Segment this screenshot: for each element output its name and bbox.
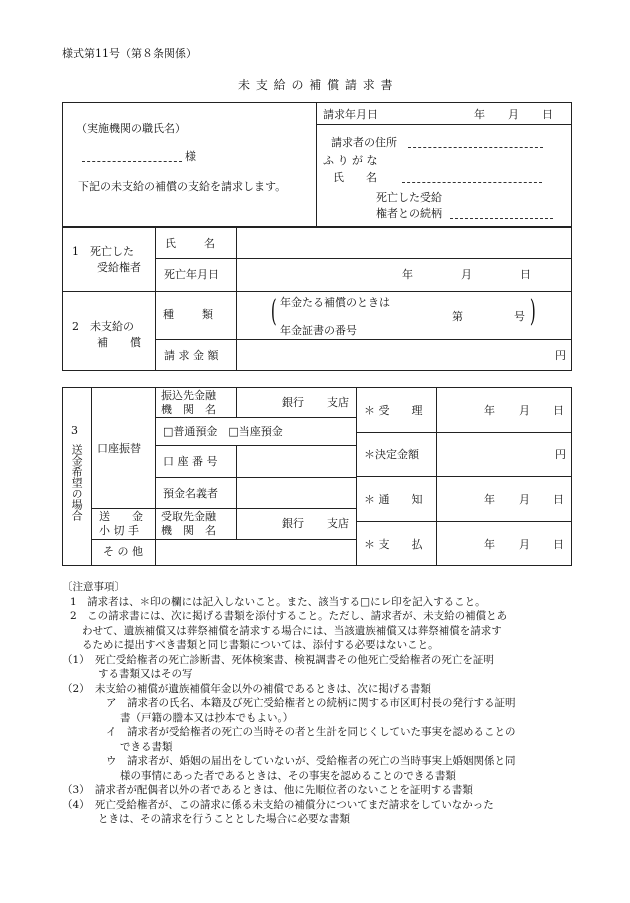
relation-label-2: 権者との続柄	[376, 207, 442, 220]
receipt-label: ＊ 受 理	[364, 404, 423, 417]
note-2-item-2-a-line-2: 書（戸籍の謄本又は抄本でもよい。）	[120, 711, 294, 724]
request-sentence: 下記の未支給の補償の支給を請求します。	[78, 180, 287, 193]
note-2-item-2-i-line-1: イ 請求者が受給権者の死亡の当時その者と生計を同じくしていた事実を認めることの	[106, 726, 516, 738]
relation-label-1: 死亡した受給	[376, 191, 442, 204]
request-month-label: 月	[508, 108, 519, 121]
note-2-item-4-line-2: ときは、その請求を行うこととした場合に必要な書類	[98, 813, 350, 825]
amount-label: 請 求 金 額	[164, 349, 219, 362]
receipt-year: 年	[484, 404, 495, 417]
dai-label: 第	[452, 310, 463, 323]
note-2-line-2: わせて、遺族補償又は葬祭補償を請求する場合には、当該遺族補償又は葬祭補償を請求す	[82, 624, 502, 637]
section2-sublabel: 補 償	[97, 336, 141, 349]
remit-label-1: 送 金	[99, 510, 143, 523]
death-month-label: 月	[461, 268, 472, 281]
note-2-line-3: るために提出すべき書類と同じ書類については、添付する必要はないこと。	[82, 639, 439, 651]
note-2-item-2-i-line-2: できる書類	[120, 740, 173, 753]
holder-label: 預金名義者	[163, 487, 218, 500]
other-label: そ の 他	[103, 545, 143, 558]
note-2-item-2-a-line-1: ア 請求者の氏名、本籍及び死亡受給権者との続柄に関する市区町村長の発行する証明	[106, 697, 516, 709]
death-date-label: 死亡年月日	[164, 268, 219, 281]
deceased-name-label: 氏 名	[165, 237, 217, 250]
account-type-checkboxes[interactable]: □普通預金 □当座預金	[163, 425, 283, 438]
kind-label: 種 類	[163, 308, 215, 321]
recv-branch-name: 支店	[327, 517, 349, 530]
note-2-item-1-line-1: （1） 死亡受給権者の死亡診断書、死体検案書、検視調書その他死亡受給権者の死亡を証明	[62, 653, 494, 666]
amount-yen: 円	[555, 349, 566, 362]
note-2-item-3: （3） 請求者が配偶者以外の者であるときは、他に先順位者のないことを証明する書類	[62, 784, 473, 796]
note-2-item-2: （2） 未支給の補償が遺族補償年金以外の補償であるときは、次に掲げる書類	[62, 682, 431, 695]
go-label: 号	[514, 310, 525, 323]
recv-bank-label-1: 受取先金融	[161, 510, 216, 523]
request-date-label: 請求年月日	[323, 108, 378, 121]
notes-section	[62, 580, 582, 827]
recv-bank-name: 銀行	[282, 517, 304, 530]
paren-open: (	[270, 294, 277, 329]
death-day-label: 日	[520, 268, 531, 281]
notes-heading: 〔注意事項〕	[62, 581, 125, 593]
section1-label: 1 死亡した	[72, 245, 134, 258]
account-number-label: 口 座 番 号	[163, 455, 218, 468]
decision-yen: 円	[555, 448, 566, 461]
agency-name-field[interactable]	[82, 161, 182, 162]
death-year-label: 年	[402, 268, 413, 281]
section3-number: 3	[71, 424, 78, 437]
branch-name-label: 支店	[327, 396, 349, 409]
name-label: 氏 名	[333, 171, 377, 184]
notify-label: ＊ 通 知	[364, 493, 423, 506]
note-1: 1 請求者は、＊印の欄には記入しないこと。また、該当する□にレ印を記入すること。	[70, 595, 486, 608]
receipt-day: 日	[553, 404, 564, 417]
bank-label-1: 振込先金融	[161, 389, 216, 402]
notify-day: 日	[553, 493, 564, 506]
receipt-month: 月	[519, 404, 530, 417]
bank-label-2: 機 関 名	[161, 403, 216, 416]
page-title: 未 支 給 の 補 償 請 求 書	[238, 78, 394, 92]
account-transfer-label: 口座振替	[97, 442, 141, 455]
relation-field[interactable]	[450, 218, 553, 219]
top-section-frame	[62, 102, 572, 227]
section1-sublabel: 受給権者	[97, 261, 141, 274]
cert-line: 年金証書の番号	[280, 324, 357, 337]
note-2-line-1: 2 この請求書には、次に掲げる書類を添付すること。ただし、請求者が、未支給の補償とあ	[70, 610, 508, 622]
sama-label: 様	[185, 150, 196, 163]
payment-month: 月	[519, 538, 530, 551]
form-number: 様式第11号（第８条関係）	[62, 47, 197, 60]
name-field[interactable]	[402, 182, 542, 183]
decision-amount-label: ＊決定金額	[364, 448, 419, 461]
address-field[interactable]	[408, 147, 543, 148]
note-2-item-2-u-line-2: 様の事情にあった者であるときは、その事実を認めることのできる書類	[120, 769, 456, 782]
payment-year: 年	[484, 538, 495, 551]
section2-label: 2 未支給の	[72, 320, 134, 333]
notify-month: 月	[519, 493, 530, 506]
note-2-item-1-line-2: する書類又はその写	[98, 668, 193, 680]
section3-vertical-label: 送金希望の場合	[70, 444, 84, 521]
recv-bank-label-2: 機 関 名	[161, 524, 216, 537]
note-2-item-4-line-1: （4） 死亡受給権者が、この請求に係る未支給の補償分についてまだ請求をしていなかった	[62, 798, 494, 811]
furigana-label: ふ り が な	[323, 154, 378, 167]
agency-label: （実施機関の職氏名）	[76, 122, 186, 135]
notify-year: 年	[484, 493, 495, 506]
bank-name-label: 銀行	[282, 396, 304, 409]
note-2-item-2-u-line-1: ウ 請求者が、婚姻の届出をしていないが、受給権者の死亡の当時事実上婚姻関係と同	[106, 755, 516, 767]
paren-close: )	[529, 294, 536, 329]
remit-label-2: 小 切 手	[99, 524, 139, 537]
payment-label: ＊ 支 払	[364, 538, 423, 551]
payment-day: 日	[553, 538, 564, 551]
pension-line: 年金たる補償のときは	[280, 296, 390, 309]
request-day-label: 日	[542, 108, 553, 121]
address-label: 請求者の住所	[331, 136, 397, 149]
request-year-label: 年	[474, 108, 485, 121]
